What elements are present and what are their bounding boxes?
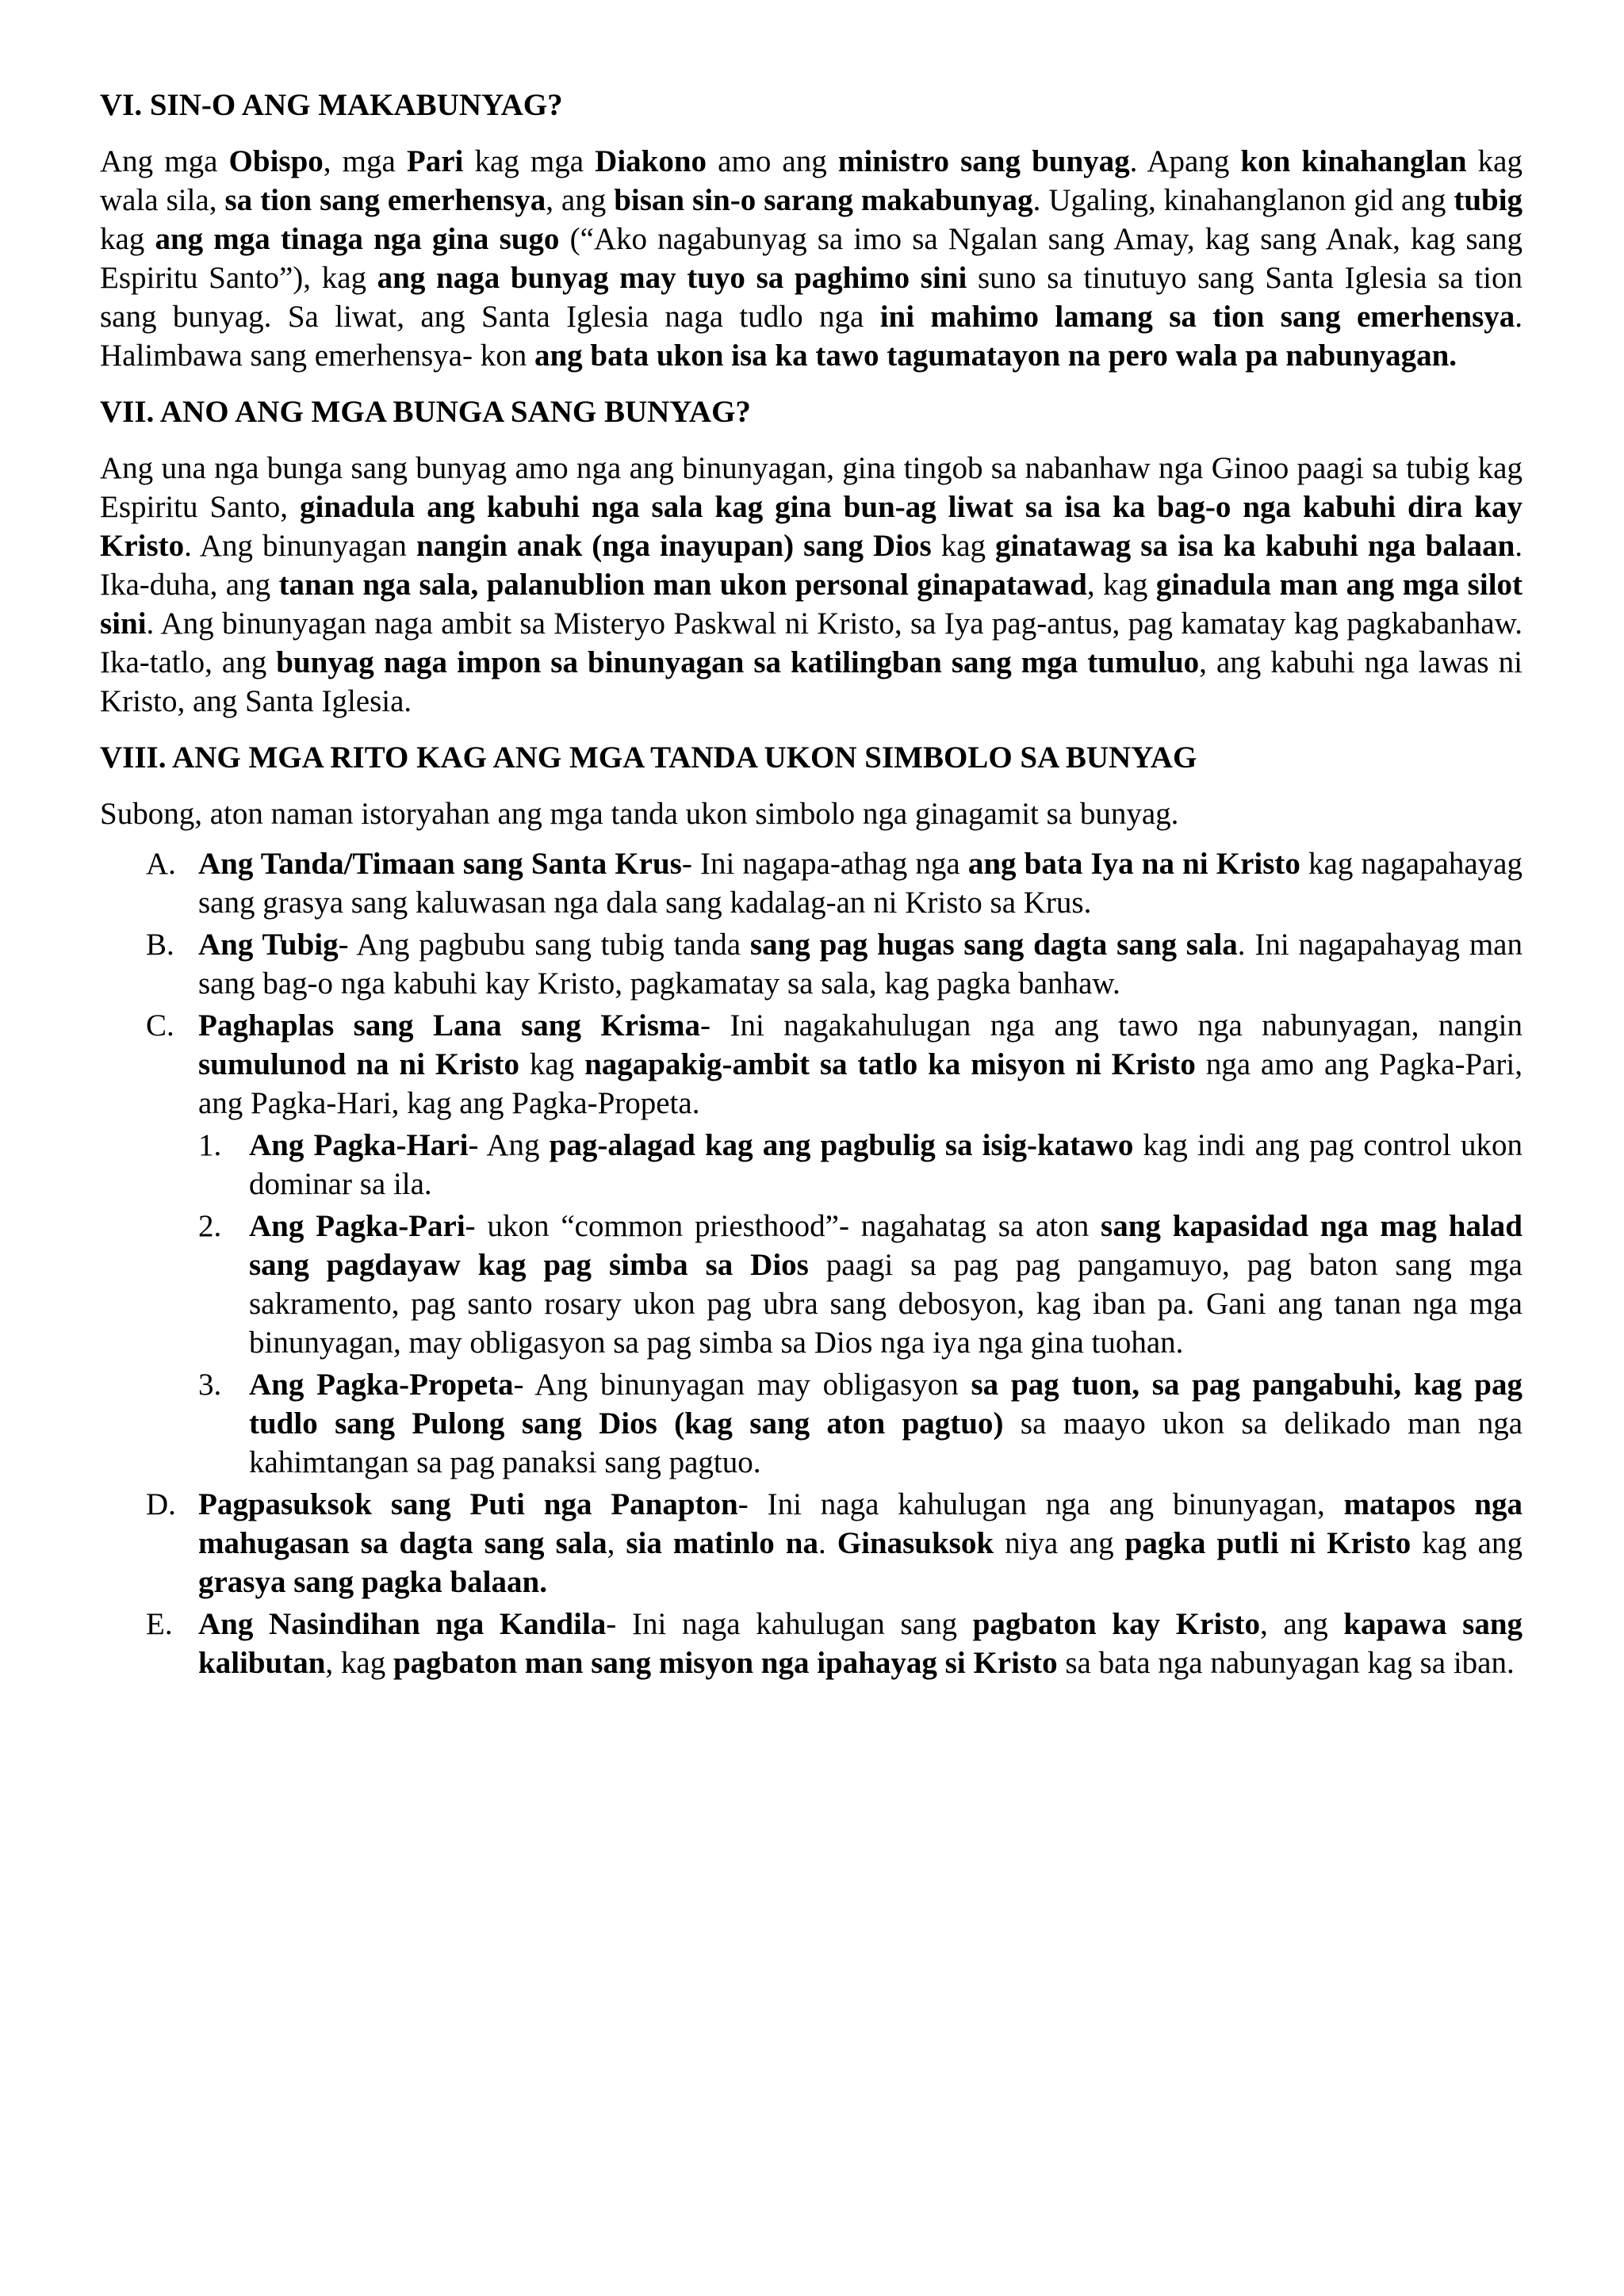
text-run: kag	[931, 529, 996, 563]
list-item-text	[198, 1607, 1522, 1680]
text-run: - Ang binunyagan may obligasyon	[513, 1368, 971, 1402]
text-run: kag	[519, 1047, 585, 1081]
bold-text-run: Ang Tanda/Timaan sang Santa Krus	[198, 847, 682, 881]
text-run: paagi sa pag pag pangamuyo, pag baton sang mga sakramento, pag santo rosary ukon pag ubra sang debosyon, kag iban pa. Gani ang tanan nga mga binunyagan, may obligasyon sa pag simba sa Dios nga iya nga gina tuohan.	[249, 1248, 1522, 1360]
list-marker: C.	[146, 1008, 174, 1043]
bold-text-run: ministro sang bunyag	[837, 144, 1130, 178]
text-run: . Ang binunyagan naga ambit sa Misteryo Paskwal ni Kristo, sa Iya pag-antus, pag kamatay kag pagkabanhaw. Ika-tatlo, ang	[100, 607, 1522, 679]
document-page	[100, 86, 1522, 1686]
sublist-item-text	[249, 1209, 1522, 1360]
text-run: , kag	[1086, 568, 1156, 602]
bold-text-run: nangin anak (nga inayupan) sang Dios	[416, 529, 932, 563]
text-run: . Ika-duha, ang	[100, 529, 1523, 602]
text-run: , ang	[546, 183, 615, 217]
text-run: kag nagapahayag sang grasya sang kaluwasan nga dala sang kadalag-an ni Kristo sa Krus.	[198, 847, 1522, 920]
sublist-marker: 1.	[198, 1128, 222, 1162]
bold-text-run: Ang Pagka-Pari	[249, 1209, 465, 1243]
bold-text-run: ang mga tinaga nga gina sugo	[155, 222, 560, 256]
text-run: - Ini naga kahulugan nga ang binunyagan,	[737, 1487, 1344, 1521]
text-run: kag ang	[1411, 1526, 1522, 1560]
sublist-item-1	[198, 1126, 1522, 1203]
list-item-e	[100, 1605, 1522, 1682]
bold-text-run: ang naga bunyag may tuyo sa paghimo sini	[377, 261, 967, 295]
text-run: sa maayo ukon sa delikado man nga kahimtangan sa pag panaksi sang pagtuo.	[249, 1406, 1522, 1479]
list-item-d	[100, 1485, 1522, 1601]
bold-text-run: sa tion sang emerhensya	[224, 183, 546, 217]
sublist-item-text	[249, 1368, 1522, 1479]
bold-text-run: pagka putli ni Kristo	[1124, 1526, 1411, 1560]
bold-text-run: Ang Tubig	[198, 928, 339, 962]
bold-text-run: ang bata ukon isa ka tawo tagumatayon na pero wala pa nabunyagan.	[534, 339, 1457, 373]
bold-text-run: sang kapasidad nga mag halad sang pagdayaw kag pag simba sa Dios	[249, 1209, 1522, 1282]
bold-text-run: sumulunod na ni Kristo	[198, 1047, 519, 1081]
missions-sublist	[198, 1126, 1522, 1482]
list-item-text	[198, 1487, 1522, 1599]
bold-text-run: tanan nga sala, palanublion man ukon personal ginapatawad	[278, 568, 1087, 602]
bold-text-run: bunyag naga impon sa binunyagan sa katilingban sang mga tumuluo	[276, 645, 1200, 679]
list-item-text	[198, 1008, 1522, 1120]
text-run: Ang una nga bunga sang bunyag amo nga ang binunyagan, gina tingob sa nabanhaw nga Ginoo paagi sa tubig kag Espiritu Santo,	[100, 451, 1522, 524]
sublist-marker: 2.	[198, 1209, 222, 1243]
text-run: kag wala sila,	[100, 144, 1522, 217]
text-run: suno sa tinutuyo sang Santa Iglesia sa tion sang bunyag. Sa liwat, ang Santa Iglesia naga tudlo nga	[100, 261, 1522, 334]
bold-text-run: ginadula man ang mga silot sini	[100, 568, 1523, 641]
list-item-text	[198, 928, 1522, 1001]
text-run: - Ini naga kahulugan sang	[606, 1607, 973, 1641]
bold-text-run: Pari	[406, 144, 464, 178]
bold-text-run: sang pag hugas sang dagta sang sala	[749, 928, 1238, 962]
list-marker: E.	[146, 1607, 173, 1641]
text-run: (“Ako nagabunyag sa imo sa Ngalan sang Amay, kag sang Anak, kag sang Espiritu Santo”), kag	[100, 222, 1522, 295]
bold-text-run: Ang Pagka-Propeta	[249, 1368, 514, 1402]
bold-text-run: Ginasuksok	[837, 1526, 994, 1560]
text-run: . Apang	[1129, 144, 1241, 178]
bold-text-run: tubig	[1454, 183, 1523, 217]
text-run: - Ang pagbubu sang tubig tanda	[338, 928, 750, 962]
list-item-c	[100, 1006, 1522, 1482]
bold-text-run: pagbaton man sang misyon nga ipahayag si Kristo	[393, 1646, 1058, 1680]
bold-text-run: pagbaton kay Kristo	[972, 1607, 1260, 1641]
text-run: , mga	[323, 144, 407, 178]
list-item-a	[100, 844, 1522, 922]
text-run: - Ini nagakahulugan nga ang tawo nga nabunyagan, nangin	[700, 1008, 1522, 1043]
text-run: kag	[100, 222, 155, 256]
bold-text-run: ang bata Iya na ni Kristo	[967, 847, 1300, 881]
bold-text-run: ginatawag sa isa ka kabuhi nga balaan	[995, 529, 1515, 563]
bold-text-run: matapos nga mahugasan sa dagta sang sala	[198, 1487, 1522, 1560]
bold-text-run: ginadula ang kabuhi nga sala kag gina bun-ag liwat sa isa ka bag-o nga kabuhi dira kay Kristo	[100, 490, 1522, 563]
text-run: kag indi ang pag control ukon dominar sa ila.	[249, 1128, 1522, 1201]
bold-text-run: grasya sang pagka balaan.	[198, 1565, 547, 1599]
text-run: kag mga	[463, 144, 596, 178]
symbols-list	[100, 844, 1522, 1682]
text-run: sa bata nga nabunyagan kag sa iban.	[1057, 1646, 1515, 1680]
text-run: .	[818, 1526, 837, 1560]
list-marker: B.	[146, 928, 174, 962]
list-item-b	[100, 925, 1522, 1003]
bold-text-run: pag-alagad kag ang pagbulig sa isig-katawo	[549, 1128, 1134, 1162]
text-run: , kag	[325, 1646, 393, 1680]
bold-text-run: sia matinlo na	[626, 1526, 818, 1560]
text-run: . Ini nagapahayag man sang bag-o nga kabuhi kay Kristo, pagkamatay sa sala, kag pagka banhaw.	[198, 928, 1522, 1001]
list-marker: A.	[146, 847, 176, 881]
text-run: amo ang	[707, 144, 838, 178]
bold-text-run: ini mahimo lamang sa tion sang emerhensya	[879, 300, 1515, 334]
text-run: . Halimbawa sang emerhensya- kon	[100, 300, 1522, 373]
bold-text-run: kapawa sang kalibutan	[198, 1607, 1523, 1680]
bold-text-run: Paghaplas sang Lana sang Krisma	[198, 1008, 701, 1043]
bold-text-run: Pagpasuksok sang Puti nga Panapton	[198, 1487, 738, 1521]
section-8-heading: VIII. ANG MGA RITO KAG ANG MGA TANDA UKON SIMBOLO SA BUNYAG	[100, 740, 1197, 775]
sublist-item-2	[198, 1207, 1522, 1362]
sublist-marker: 3.	[198, 1368, 222, 1402]
section-6-heading: VI. SIN-O ANG MAKABUNYAG?	[100, 88, 563, 122]
text-run: - Ini nagapa-athag nga	[681, 847, 968, 881]
text-run: niya ang	[994, 1526, 1125, 1560]
text-run: - Ang	[468, 1128, 550, 1162]
text-run: - ukon “common priesthood”- nagahatag sa aton	[465, 1209, 1101, 1243]
bold-text-run: nagapakig-ambit sa tatlo ka misyon ni Kristo	[584, 1047, 1196, 1081]
list-item-text	[198, 847, 1522, 920]
text-run: , ang	[1259, 1607, 1344, 1641]
bold-text-run: Diakono	[595, 144, 707, 178]
section-8-intro	[100, 794, 1522, 833]
bold-text-run: bisan sin-o sarang makabunyag	[614, 183, 1033, 217]
text-run: , ang kabuhi nga lawas ni Kristo, ang Santa Iglesia.	[100, 645, 1522, 718]
section-7-heading: VII. ANO ANG MGA BUNGA SANG BUNYAG?	[100, 395, 751, 429]
section-6-paragraph	[100, 142, 1522, 375]
text-run: . Ang binunyagan	[184, 529, 416, 563]
text-run: Subong, aton naman istoryahan ang mga tanda ukon simbolo nga ginagamit sa bunyag.	[100, 797, 1179, 831]
text-run: Ang mga	[100, 144, 229, 178]
bold-text-run: Ang Nasindihan nga Kandila	[198, 1607, 607, 1641]
bold-text-run: kon kinahanglan	[1240, 144, 1467, 178]
sublist-item-3	[198, 1365, 1522, 1482]
bold-text-run: Obispo	[228, 144, 324, 178]
list-marker: D.	[146, 1487, 176, 1521]
text-run: nga amo ang Pagka-Pari, ang Pagka-Hari, kag ang Pagka-Propeta.	[198, 1047, 1523, 1120]
bold-text-run: Ang Pagka-Hari	[249, 1128, 469, 1162]
sublist-item-text	[249, 1128, 1522, 1201]
bold-text-run: sa pag tuon, sa pag pangabuhi, kag pag tudlo sang Pulong sang Dios (kag sang aton pagtuo)	[249, 1368, 1522, 1441]
text-run: ,	[607, 1526, 626, 1560]
text-run: . Ugaling, kinahanglanon gid ang	[1032, 183, 1454, 217]
section-7-paragraph	[100, 449, 1522, 721]
